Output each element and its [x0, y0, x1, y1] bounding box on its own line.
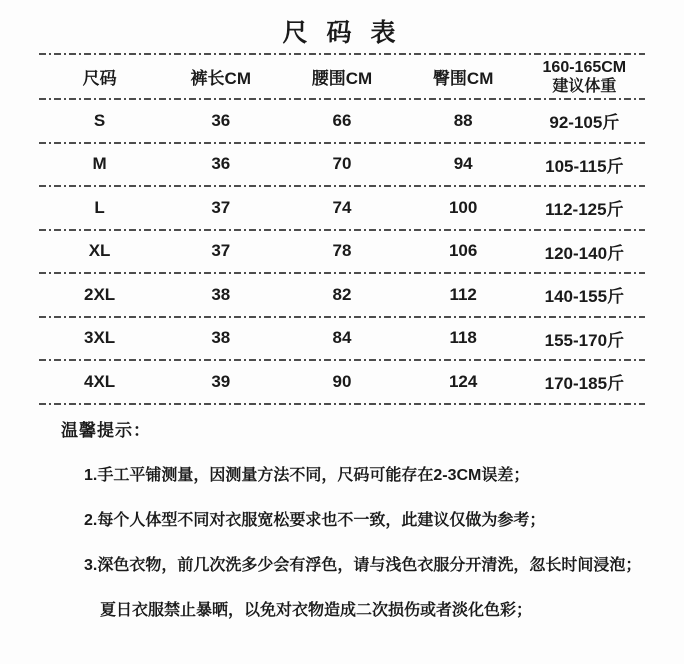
- row-size-label: 2XL: [84, 284, 116, 304]
- table-row: [39, 187, 645, 229]
- weight-range-value: 120-140斤: [544, 243, 625, 263]
- pants-length-value: 36: [211, 110, 231, 130]
- table-header-row: [39, 55, 645, 98]
- table-row: [39, 274, 645, 316]
- dashed-divider: [39, 403, 645, 405]
- pants-length-value: 38: [211, 284, 231, 304]
- weight-range-value: 105-115斤: [545, 156, 624, 176]
- hip-value: 94: [453, 154, 473, 174]
- weight-range-value: 155-170斤: [544, 330, 625, 350]
- pants-length-value: 38: [211, 328, 231, 348]
- notes-heading: 温馨提示：: [61, 421, 151, 440]
- waist-value: 82: [332, 284, 352, 304]
- weight-range-value: 92-105斤: [549, 113, 620, 133]
- table-row: [39, 318, 645, 360]
- row-size-label: S: [93, 110, 106, 130]
- table-row: [39, 100, 645, 142]
- table-row: [39, 144, 645, 186]
- waist-value: 70: [332, 154, 352, 174]
- hip-value: 100: [448, 197, 478, 217]
- size-table: [39, 53, 645, 405]
- header-size: 尺码: [82, 69, 117, 88]
- notes-section: [0, 407, 684, 631]
- waist-value: 84: [332, 328, 352, 348]
- hip-value: 124: [448, 371, 478, 391]
- note-item-1: 1.手工平铺测量，因测量方法不同，尺码可能存在2-3CM误差；: [84, 466, 530, 484]
- weight-range-value: 140-155斤: [544, 287, 625, 307]
- waist-value: 66: [332, 110, 352, 130]
- pants-length-value: 36: [211, 154, 231, 174]
- hip-value: 106: [448, 241, 478, 261]
- header-weight-line1: 160-165CM: [542, 58, 627, 76]
- header-waist: 腰围CM: [311, 69, 373, 88]
- row-size-label: L: [94, 197, 105, 217]
- table-row: [39, 231, 645, 273]
- row-size-label: 3XL: [84, 328, 116, 348]
- waist-value: 90: [332, 371, 352, 391]
- pants-length-value: 37: [211, 197, 231, 217]
- header-weight-line2: 建议体重: [552, 77, 617, 95]
- weight-range-value: 112-125斤: [545, 200, 624, 220]
- table-row: [39, 361, 645, 403]
- hip-value: 112: [449, 284, 477, 304]
- note-item-2: 2.每个人体型不同对衣服宽松要求也不一致，此建议仅做为参考；: [84, 511, 546, 529]
- hip-value: 88: [453, 110, 473, 130]
- note-item-4: 夏日衣服禁止暴晒，以免对衣物造成二次损伤或者淡化色彩；: [100, 601, 533, 619]
- pants-length-value: 39: [211, 371, 231, 391]
- waist-value: 74: [332, 197, 352, 217]
- note-item-3: 3.深色衣物，前几次洗多少会有浮色，请与浅色衣服分开清洗，忽长时间浸泡；: [84, 556, 642, 574]
- page-title: 尺 码 表: [282, 19, 402, 47]
- pants-length-value: 37: [211, 241, 231, 261]
- weight-range-value: 170-185斤: [544, 374, 625, 394]
- row-size-label: XL: [88, 241, 111, 261]
- header-suggested-weight: [524, 58, 645, 96]
- row-size-label: M: [92, 154, 107, 174]
- row-size-label: 4XL: [84, 371, 116, 391]
- hip-value: 118: [449, 328, 477, 348]
- header-hip: 臀围CM: [432, 69, 494, 88]
- header-pants-length: 裤长CM: [190, 69, 251, 88]
- waist-value: 78: [332, 241, 352, 261]
